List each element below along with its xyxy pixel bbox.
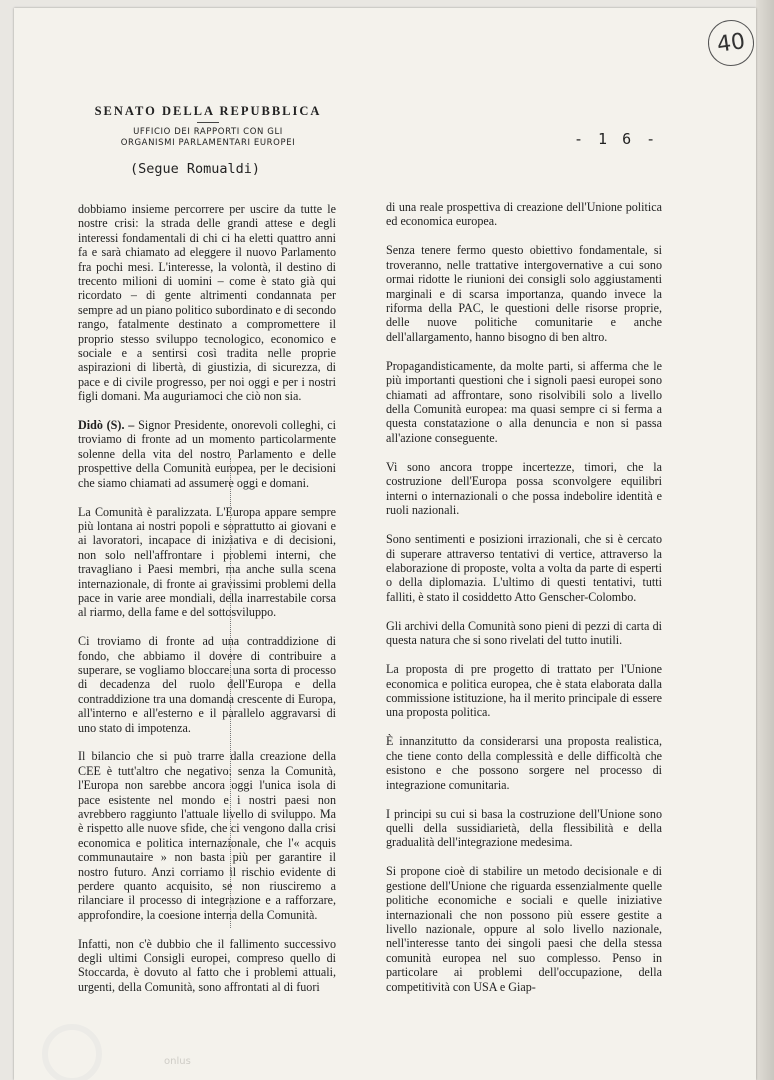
paragraph: Senza tenere fermo questo obiettivo fondamentale, si troveranno, nelle trattative intergovernative a cui sono ormai ridotte le riunioni dei consigli solo aggiustamenti marginali e di scarsa importanza, quando invece la riforma della PAC, le questioni delle risorse proprie, delle nuove politiche comunitarie e anche dell'allargamento, hanno bisogno di ben altro. [386, 243, 662, 344]
office-line-1: UFFICIO DEI RAPPORTI CON GLI [133, 127, 283, 137]
paragraph [78, 418, 336, 490]
document-page [14, 8, 756, 1080]
fold-mark [230, 458, 232, 928]
handwritten-page-annotation: 40 [705, 17, 756, 69]
scanner-edge [756, 0, 774, 1080]
paragraph: Vi sono ancora troppe incertezze, timori, che la costruzione dell'Europa possa sconvolgere equilibri interni o internazionali o che possa indebolire identità e ruoli nazionali. [386, 459, 662, 518]
paragraph: È innanzitutto da considerarsi una proposta realistica, che tiene conto della complessità e delle difficoltà che esistono e che possono sorgere nel processo di integrazione comunitaria. [386, 734, 662, 792]
paragraph: Propagandisticamente, da molte parti, si afferma che le più importanti questioni che i signoli paesi europei sono chiamati ad affrontare, sono risolvibili solo a livello della Comunità europea: ma quasi sempre ci si ferma a questa constatazione o alla denuncia e non si passa all'azione conseguente. [386, 358, 662, 445]
paragraph: Infatti, non c'è dubbio che il fallimento successivo degli ultimi Consigli europei, compreso quello di Stoccarda, è dovuto al fatto che i problemi attuali, urgenti, della Comunità, sono affrontati al di fuori [78, 936, 336, 994]
paragraph: I principi su cui si basa la costruzione dell'Unione sono quelli della sussidiarietà, della flessibilità e della gradualità dell'integrazione medesima. [386, 806, 662, 850]
watermark-logo-icon [42, 1024, 102, 1080]
organization-name: SENATO DELLA REPUBBLICA [94, 104, 322, 118]
office-line-2: ORGANISMI PARLAMENTARI EUROPEI [120, 138, 296, 148]
paragraph: Ci troviamo di fronte ad una contraddizione di fondo, che abbiamo il dovere di contribuire a superare, se vogliamo bloccare una sorta di processo di decadenza del ruolo dell'Europa e della contraddizione tra una domanda crescente di Europa, all'interno e all'esterno e il parallelo aggravarsi di uno stato di impotenza. [78, 634, 336, 735]
letterhead-rule [197, 122, 219, 123]
watermark-text: onlus [164, 1056, 191, 1067]
paragraph: Sono sentimenti e posizioni irrazionali, che si è cercato di superare attraverso tentativi di vertice, attraverso la elaborazione di proposte, volta a volta da parte di esperti o della diplomazia. L'ultimo di questi tentativi, tutti falliti, è stato il cosiddetto Atto Genscher-Colombo. [386, 532, 662, 604]
paragraph: Il bilancio che si può trarre dalla creazione della CEE è tutt'altro che negativo: senza la Comunità, l'Europa non sarebbe ancora oggi l'unica isola di pace esistente nel mondo e i nostri paesi non avrebbero raggiunto l'attuale livello di sviluppo. Ma è rispetto alle nuove sfide, che ci vengono dalla crisi economica e politica internazionale, che l'« acquis communautaire » non basta più per garantire il nostro futuro. Anzi corriamo il rischio evidente di perdere quanto acquisito, se non riusciremo a rilanciare il processo di integrazione e a rafforzare, approfondire, la coesione interna della Comunità. [78, 749, 336, 922]
speech-text: Signor Presidente, onorevoli colleghi, ci troviamo di fronte ad un momento particolarmente solenne della vita del nostro Parlamento e delle prospettive della Comunità europea, per le decisioni che siamo chiamati ad assumere oggi e domani. [78, 418, 336, 490]
paragraph: La Comunità è paralizzata. L'Europa appare sempre più lontana ai nostri popoli e soprattutto ai giovani e ai lavoratori, incapace di iniziativa e di decisioni, non solo nell'affrontare i problemi interni, che travagliano i Paesi membri, ma anche sulla scena internazionale, di fronte ai gravissimi problemi della pace in varie aree mondiali, della inarrestabile corsa al riarmo, della fame e del sottosviluppo. [78, 504, 336, 620]
right-column [386, 200, 662, 1009]
paragraph: La proposta di pre progetto di trattato per l'Unione economica e politica europea, che è stata elaborata dalla commissione istituzione, ha il merito principale di essere una proposta politica. [386, 662, 662, 720]
paragraph: dobbiamo insieme percorrere per uscire da tutte le nostre crisi: la strada delle grandi attese e degli interessi fondamentali di chi ci ha eletti quattro anni fa e sarà chiamato ad eleggere il nuovo Parlamento fra pochi mesi. L'interesse, la volontà, il destino di trecento milioni di uomini – come è stato già qui ricordato – di gente altrimenti condannata per sempre ad un piano politico subordinato e di secondo rango, fatalmente destinato a compromettere il proprio stesso sviluppo tecnologico, economico e sociale e a sentirsi così tradita nelle proprie aspirazioni di libertà, di giustizia, di sicurezza, di pace e di civile progresso, per noi oggi e per i nostri figli domani. Ma auguriamoci che ciò non sia. [78, 202, 336, 404]
paragraph: Gli archivi della Comunità sono pieni di pezzi di carta di questa natura che si sono rivelati del tutto inutili. [386, 618, 662, 648]
paragraph: Si propone cioè di stabilire un metodo decisionale e di gestione dell'Unione che riguarda essenzialmente quelle politiche economiche e sociali e quelle iniziative internazionali che non possono più essere gestite a livello nazionale, oppure al solo livello nazionale, nell'interesse tanto dei singoli paesi che della stessa comunità europea nel suo complesso. Penso in particolare ai problemi dell'occupazione, della competitività con USA e Giap- [386, 864, 662, 994]
continuation-note: (Segue Romualdi) [130, 161, 261, 177]
left-column [78, 202, 336, 1009]
speaker-name: Didò (S). – [78, 418, 135, 433]
page-number: - 1 6 - [574, 130, 659, 148]
paragraph: di una reale prospettiva di creazione dell'Unione politica ed economica europea. [386, 200, 662, 229]
letterhead [88, 104, 328, 149]
